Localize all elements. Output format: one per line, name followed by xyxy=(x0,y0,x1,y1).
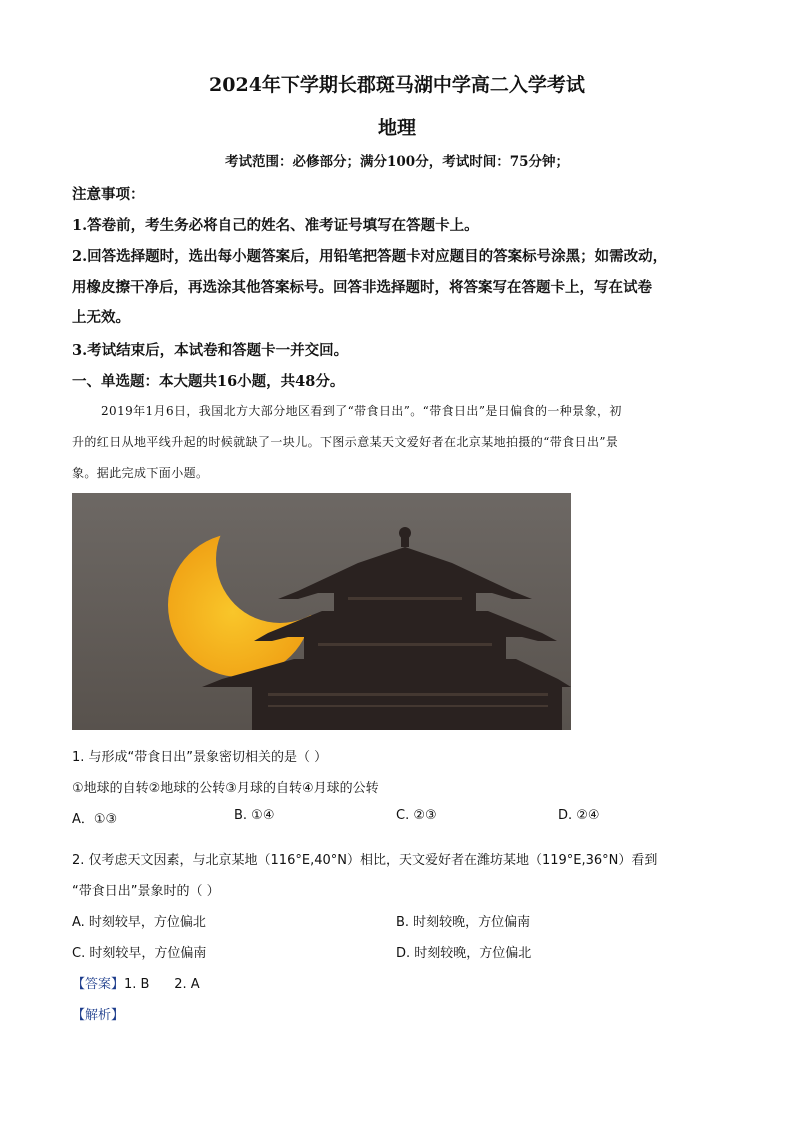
question-1-stem: 1. 与形成“带食日出”景象密切相关的是（ ） xyxy=(72,750,328,765)
eclipse-sunrise-photo xyxy=(72,493,571,730)
note-item-2-line-1: 2.回答选择题时，选出每小题答案后，用铅笔把答题卡对应题目的答案标号涂黑；如需改动， xyxy=(72,248,668,265)
section-heading: 一、单选题：本大题共16小题，共48分。 xyxy=(72,373,345,390)
passage-line-2: 升的红日从地平线升起的时候就缺了一块儿。下图示意某天文爱好者在北京某地拍摄的“带食日出”景 xyxy=(72,435,619,449)
answer-value: 1. B 2. A xyxy=(124,977,200,992)
partially-eclipsed-sun-icon xyxy=(168,533,312,677)
question-1-option-d[interactable]: D. ②④ xyxy=(558,808,600,823)
question-2-option-a[interactable]: A. 时刻较早，方位偏北 xyxy=(72,915,206,930)
question-2-option-d[interactable]: D. 时刻较晚，方位偏北 xyxy=(396,946,532,961)
question-2-option-b[interactable]: B. 时刻较晚，方位偏南 xyxy=(396,915,531,930)
note-item-2-line-2: 用橡皮擦干净后，再选涂其他答案标号。回答非选择题时，将答案写在答题卡上，写在试卷 xyxy=(72,279,652,296)
note-item-1: 1.答卷前，考生务必将自己的姓名、准考证号填写在答题卡上。 xyxy=(72,217,479,234)
exam-subject: 地理 xyxy=(377,117,416,139)
exam-title: 2024年下学期长郡斑马湖中学高二入学考试 xyxy=(209,74,585,96)
notes-heading: 注意事项： xyxy=(72,186,145,203)
question-2-stem-line-2: “带食日出”景象时的（ ） xyxy=(72,884,220,899)
answer-label: 【答案】 xyxy=(72,977,125,992)
question-1-option-b[interactable]: B. ①④ xyxy=(234,808,275,823)
note-item-3: 3.考试结束后，本试卷和答题卡一并交回。 xyxy=(72,342,349,359)
question-2-stem-line-1: 2. 仅考虑天文因素，与北京某地（116°E,40°N）相比，天文爱好者在潍坊某地（119°E,36°N）看到 xyxy=(72,853,658,868)
passage-line-1: 2019年1月6日，我国北方大部分地区看到了“带食日出”。“带食日出”是日偏食的一种景象，初 xyxy=(101,404,622,418)
exam-scope: 考试范围：必修部分；满分100分，考试时间：75分钟； xyxy=(225,154,569,170)
passage-line-3: 象。据此完成下面小题。 xyxy=(72,466,209,480)
question-1-option-c[interactable]: C. ②③ xyxy=(396,808,437,823)
answer-row xyxy=(72,973,200,992)
question-1-items: ①地球的自转②地球的公转③月球的自转④月球的公转 xyxy=(72,781,379,796)
note-item-2-line-3: 上无效。 xyxy=(72,309,130,326)
question-1-option-a[interactable]: A．①③ xyxy=(72,812,118,827)
question-2-option-c[interactable]: C. 时刻较早，方位偏南 xyxy=(72,946,207,961)
analysis-row xyxy=(72,1004,124,1023)
analysis-label: 【解析】 xyxy=(72,1008,125,1023)
